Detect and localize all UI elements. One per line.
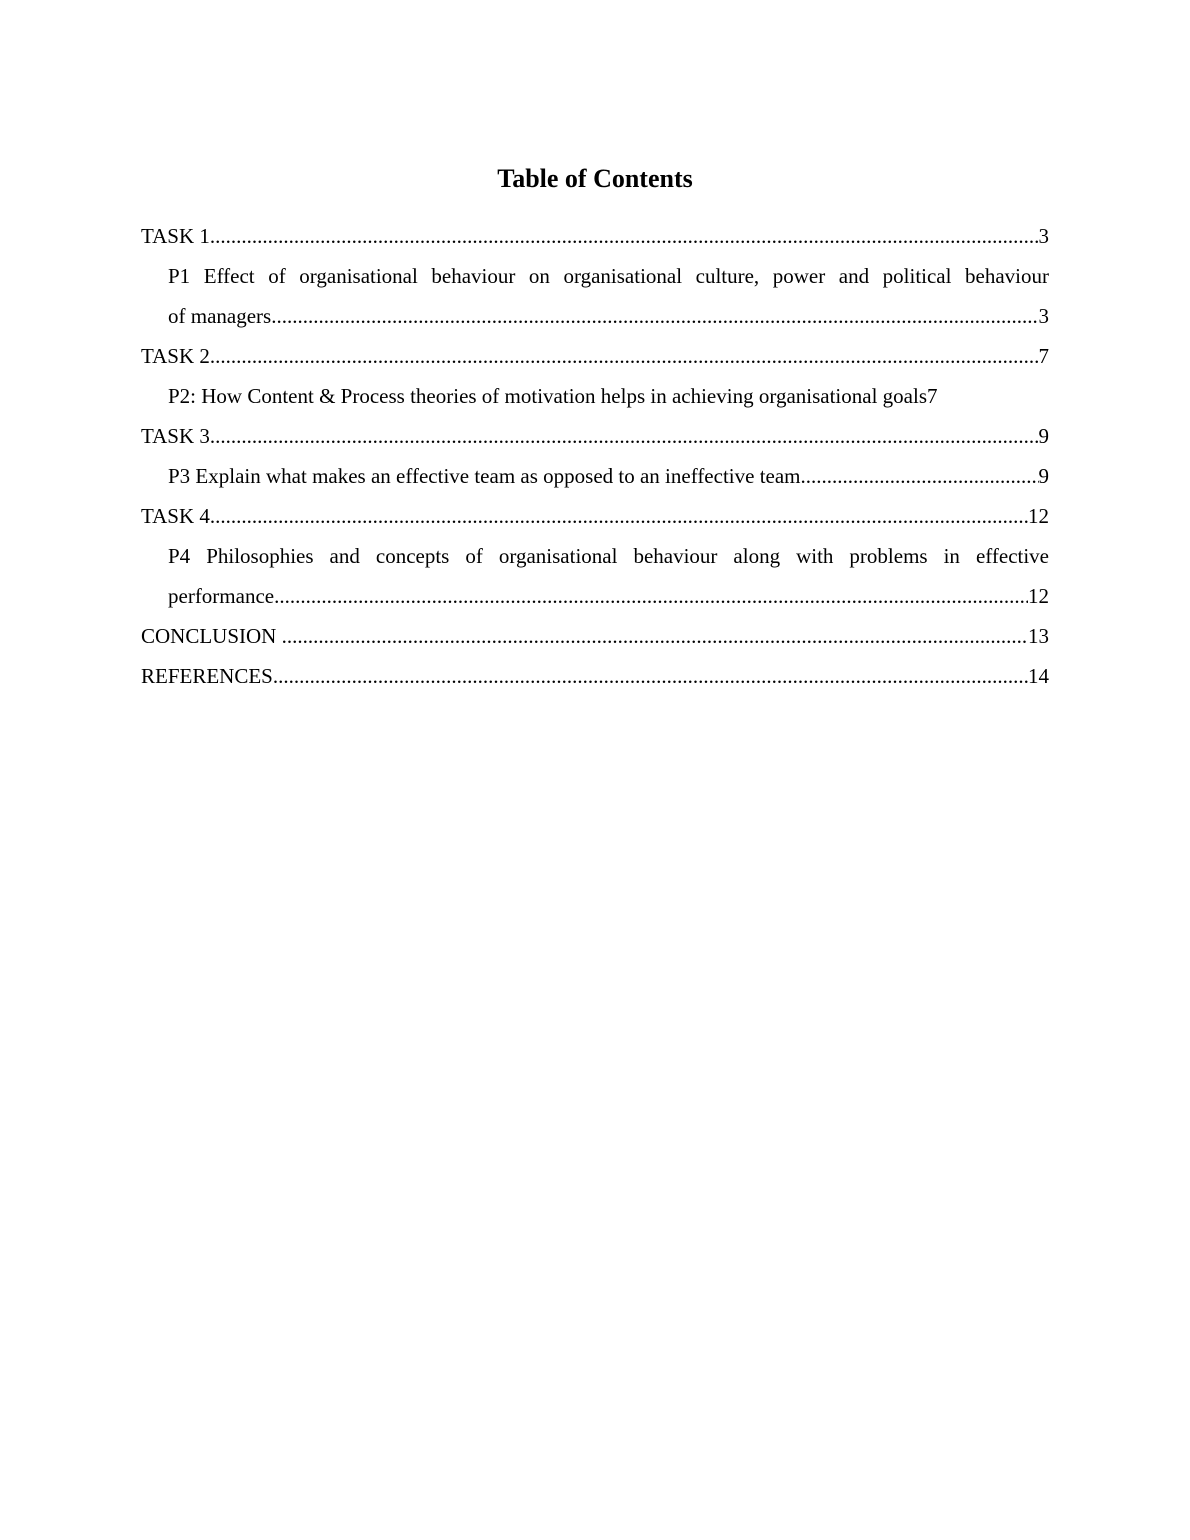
table-of-contents	[141, 216, 1049, 696]
toc-entry-label: CONCLUSION	[141, 624, 282, 648]
dot-leader	[271, 296, 1038, 336]
dot-leader	[210, 416, 1039, 456]
toc-entry-task-3[interactable]	[141, 416, 1049, 456]
dot-leader	[282, 616, 1028, 656]
toc-entry-references[interactable]	[141, 656, 1049, 696]
toc-entry-p1-line2[interactable]	[141, 296, 1049, 336]
toc-page-number: 13	[1028, 624, 1049, 648]
toc-page-number: 9	[1038, 424, 1049, 448]
dot-leader	[210, 216, 1039, 256]
dot-leader	[210, 336, 1039, 376]
toc-entry-task-1[interactable]	[141, 216, 1049, 256]
toc-entry-p4-line2[interactable]	[141, 576, 1049, 616]
toc-title: Table of Contents	[497, 164, 693, 193]
toc-entry-label: TASK 2	[141, 344, 210, 368]
toc-page-number: 12	[1028, 504, 1049, 528]
toc-page-number: 7	[927, 384, 938, 408]
toc-entry-label: P2: How Content & Process theories of motivation helps in achieving organisational goals	[168, 384, 928, 408]
toc-page-number: 3	[1038, 304, 1049, 328]
dot-leader	[273, 656, 1028, 696]
toc-page-number: 7	[1038, 344, 1049, 368]
toc-entry-label: P3 Explain what makes an effective team as opposed to an ineffective team	[168, 464, 801, 488]
toc-entry-p1-line1[interactable]	[141, 256, 1049, 296]
dot-leader	[274, 576, 1028, 616]
toc-page-number: 9	[1038, 464, 1049, 488]
toc-entry-label: P1 Effect of organisational behaviour on organisational culture, power and political behaviour	[168, 264, 1049, 288]
dot-leader	[210, 496, 1028, 536]
toc-entry-p2[interactable]	[141, 376, 1049, 416]
toc-entry-conclusion[interactable]	[141, 616, 1049, 656]
toc-entry-label: TASK 4	[141, 504, 210, 528]
dot-leader	[801, 456, 1039, 496]
toc-entry-task-2[interactable]	[141, 336, 1049, 376]
toc-entry-label: P4 Philosophies and concepts of organisational behaviour along with problems in effective	[168, 544, 1049, 568]
toc-entry-p4-line1[interactable]	[141, 536, 1049, 576]
toc-entry-label: performance	[168, 584, 275, 608]
toc-entry-label: of managers	[168, 304, 272, 328]
toc-page-number: 12	[1028, 584, 1049, 608]
toc-entry-p3[interactable]	[141, 456, 1049, 496]
toc-entry-label: TASK 3	[141, 424, 210, 448]
toc-entry-label: REFERENCES	[141, 664, 273, 688]
toc-entry-task-4[interactable]	[141, 496, 1049, 536]
toc-entry-label: TASK 1	[141, 224, 210, 248]
toc-page-number: 3	[1038, 224, 1049, 248]
toc-page-number: 14	[1028, 664, 1049, 688]
